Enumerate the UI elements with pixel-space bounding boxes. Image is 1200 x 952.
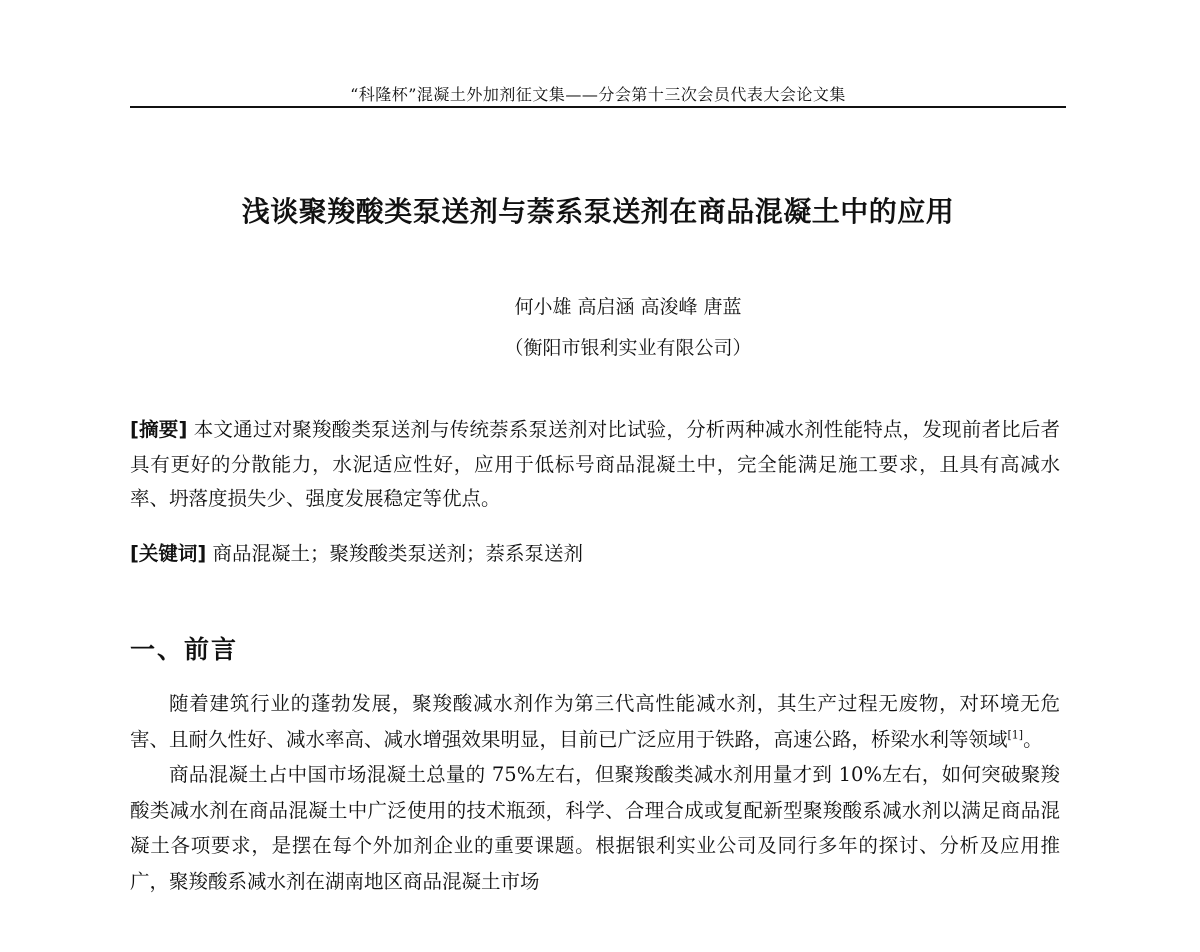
header-rule <box>130 106 1066 108</box>
abstract-text: 本文通过对聚羧酸类泵送剂与传统萘系泵送剂对比试验，分析两种减水剂性能特点，发现前者比后者具有更好的分散能力，水泥适应性好，应用于低标号商品混凝土中，完全能满足施工要求，且具有高减水率、坍落度损失少、强度发展稳定等优点。 <box>130 418 1061 510</box>
running-header: “科隆杯”混凝土外加剂征文集——分会第十三次会员代表大会论文集 <box>350 85 846 104</box>
affiliation: （衡阳市银利实业有限公司） <box>504 337 752 359</box>
authors: 何小雄 高启涵 高浚峰 唐蓝 <box>514 296 742 318</box>
paragraph-2: 商品混凝土占中国市场混凝土总量的 75%左右，但聚羧酸类减水剂用量才到 10%左右，如何突破聚羧酸类减水剂在商品混凝土中广泛使用的技术瓶颈，科学、合理合成或复配新型聚羧酸系减水剂以满足商品混凝土各项要求，是摆在每个外加剂企业的重要课题。根据银利实业公司及同行多年的探讨、分析及应用推广，聚羧酸系减水剂在湖南地区商品混凝土市场 <box>130 763 1060 893</box>
body-text <box>130 686 1060 899</box>
keywords-text: 商品混凝土；聚羧酸类泵送剂；萘系泵送剂 <box>206 542 584 565</box>
section-heading-introduction: 一、前言 <box>130 635 239 664</box>
abstract-label: [摘要] <box>130 418 188 441</box>
keywords-label: [关键词] <box>130 542 207 565</box>
keywords <box>130 540 1060 568</box>
paper-title: 浅谈聚羧酸类泵送剂与萘系泵送剂在商品混凝土中的应用 <box>241 195 955 228</box>
abstract <box>130 413 1060 517</box>
paragraph-1-end: 。 <box>1023 727 1043 751</box>
paragraph-1 <box>130 686 1060 757</box>
citation-ref: [1] <box>1007 728 1024 741</box>
paragraph-1-text: 随着建筑行业的蓬勃发展，聚羧酸减水剂作为第三代高性能减水剂，其生产过程无废物，对环境无危害、且耐久性好、减水率高、减水增强效果明显，目前已广泛应用于铁路，高速公路，桥梁水利等领域 <box>130 692 1060 751</box>
